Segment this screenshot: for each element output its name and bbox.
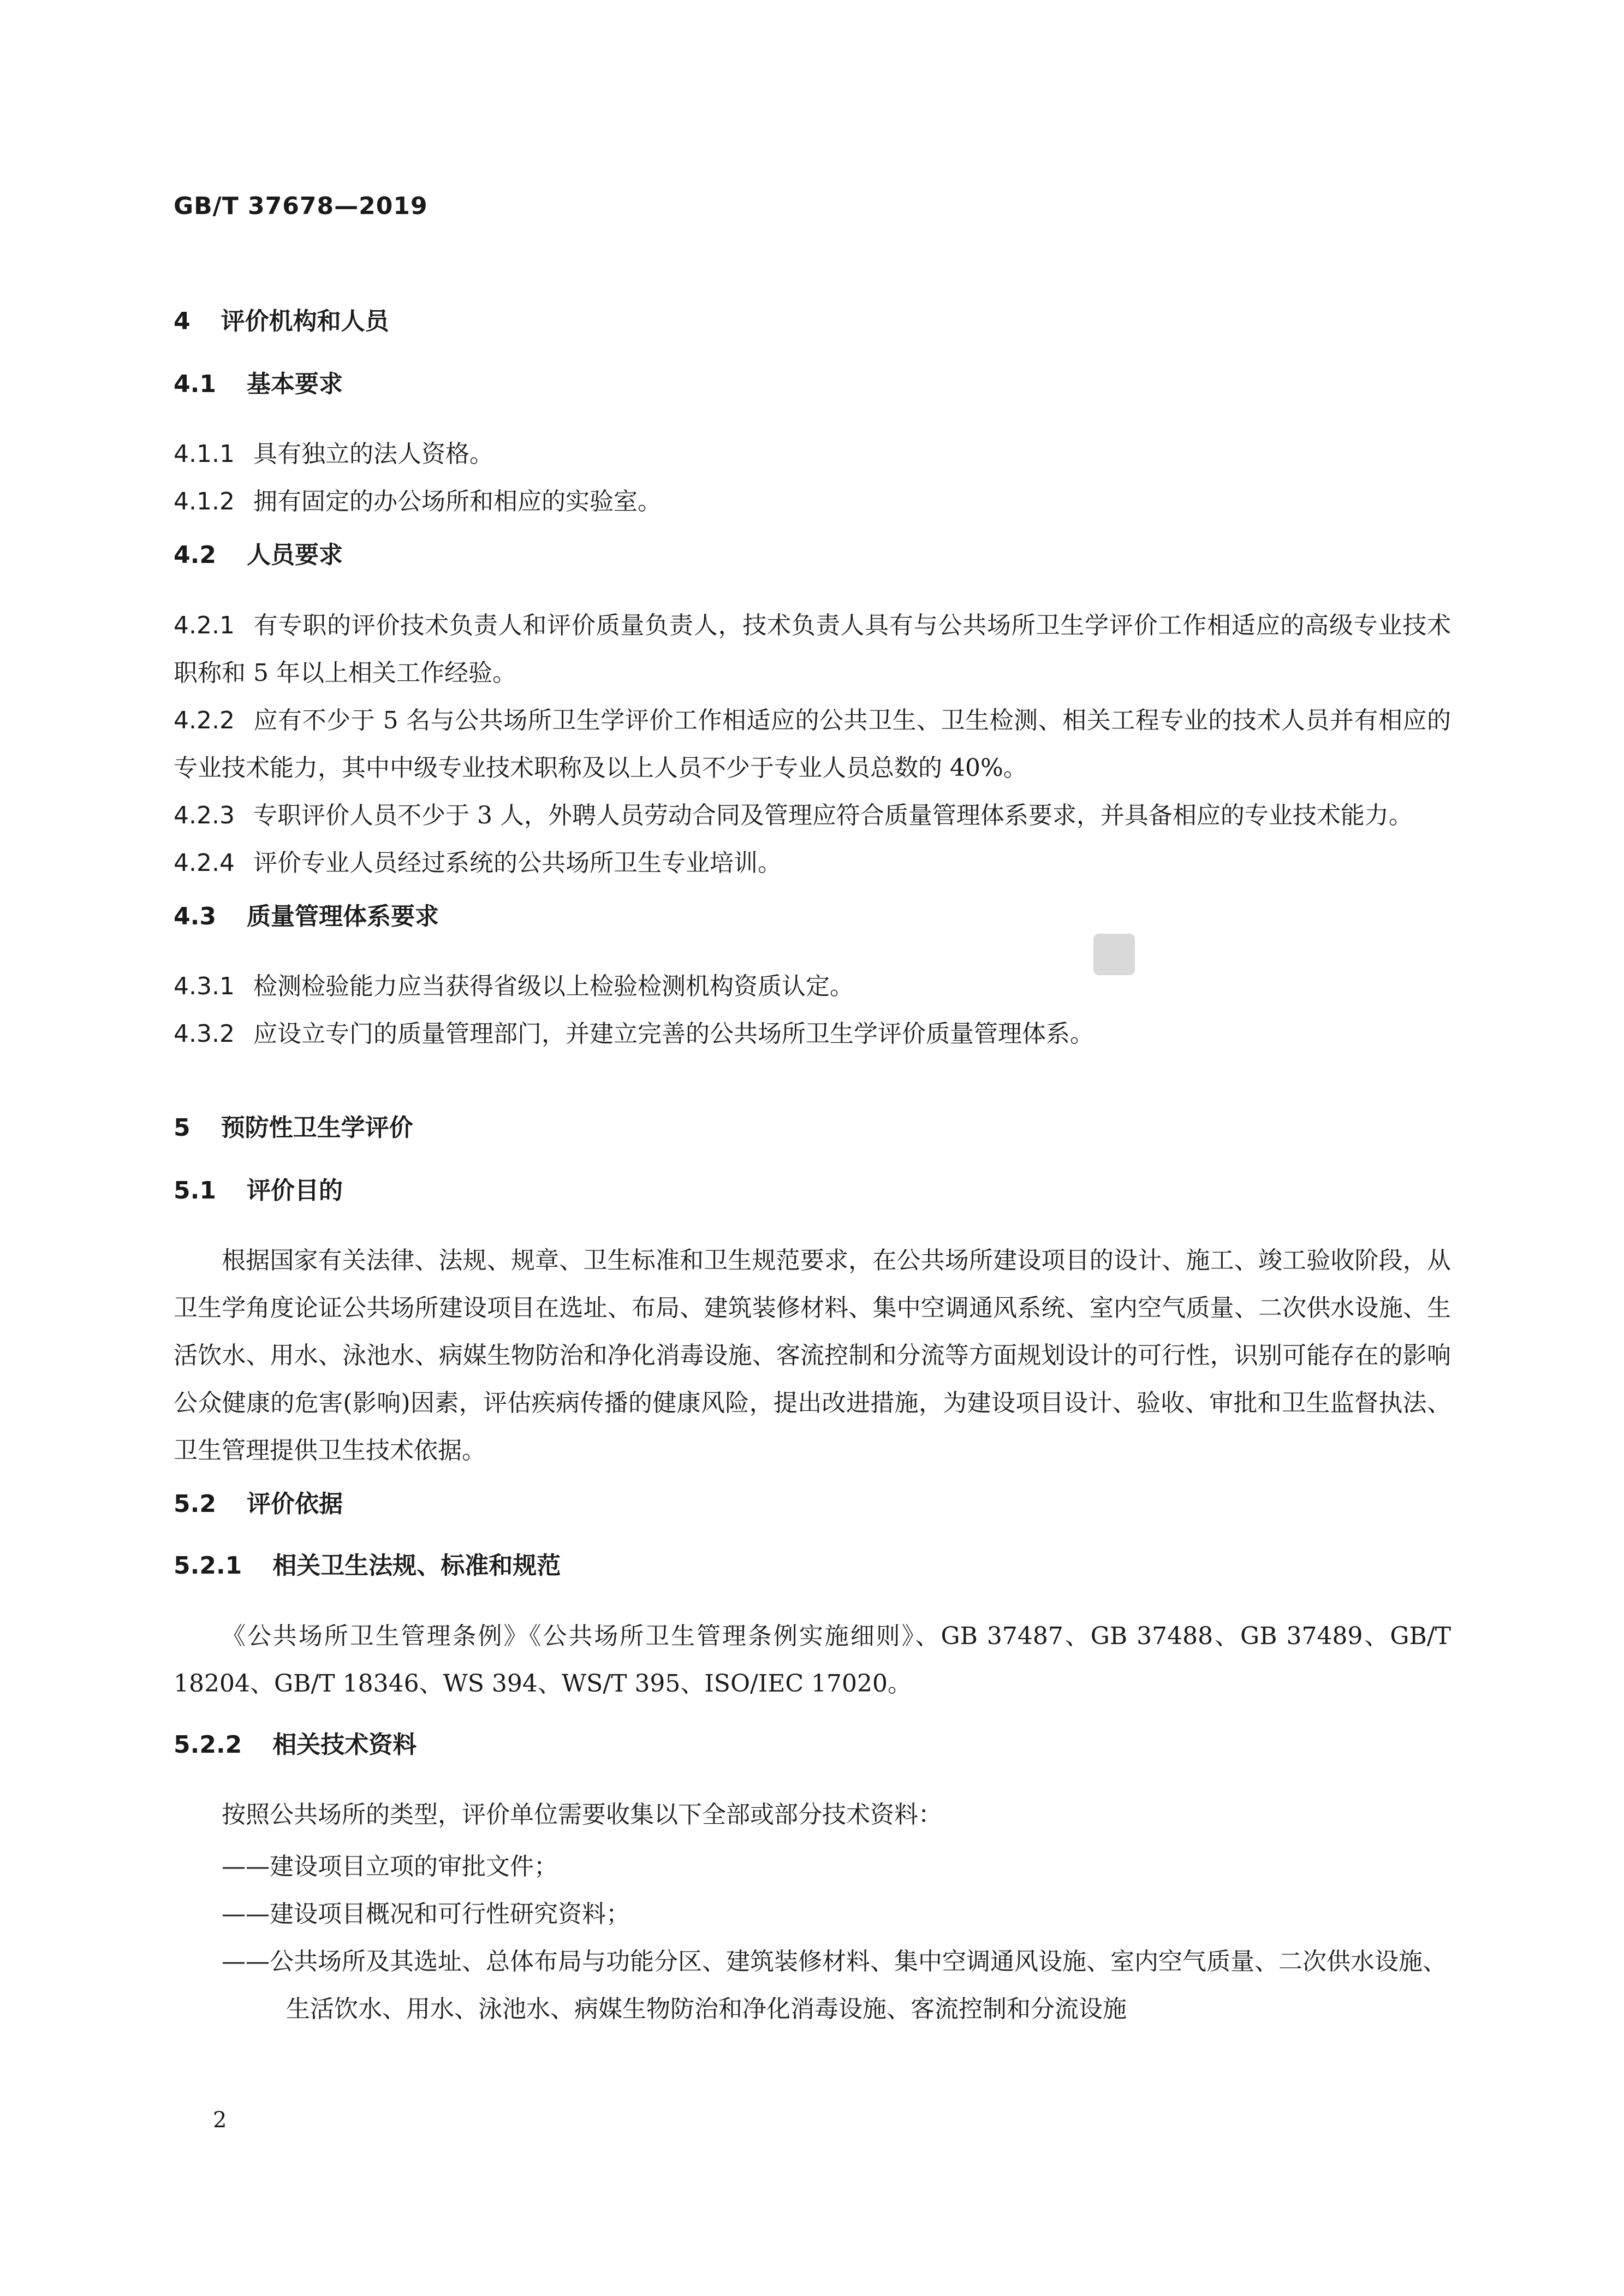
clause-number: 4.1.1 (174, 440, 235, 468)
clause-text: 应设立专门的质量管理部门，并建立完善的公共场所卫生学评价质量管理体系。 (253, 1019, 1094, 1048)
document-body (174, 306, 1451, 2033)
clause (174, 602, 1451, 697)
paragraph: 《公共场所卫生管理条例》《公共场所卫生管理条例实施细则》、GB 37487、GB 37488、GB 37489、GB/T 18204、GB/T 18346、WS 394、WS/T 395、ISO/IEC 17020。 (174, 1622, 1451, 1698)
clause (174, 430, 1451, 478)
section-number: 4.1 (174, 370, 216, 399)
section-number: 5.2.1 (174, 1552, 242, 1580)
section-title: 评价依据 (246, 1490, 343, 1518)
section-heading (174, 1112, 1451, 1143)
subsubsection-heading (174, 1729, 1451, 1760)
subsubsection-heading (174, 1550, 1451, 1581)
list-item: ——建设项目立项的审批文件； (222, 1852, 558, 1880)
clause-text: 有专职的评价技术负责人和评价质量负责人，技术负责人具有与公共场所卫生学评价工作相适应的高级专业技术职称和 5 年以上相关工作经验。 (174, 611, 1451, 687)
subsection-heading (174, 1175, 1451, 1206)
section-title: 相关技术资料 (272, 1730, 417, 1759)
page-number: 2 (213, 2108, 227, 2133)
clause (174, 1010, 1451, 1058)
subsection-heading (174, 539, 1451, 571)
list-item: ——公共场所及其选址、总体布局与功能分区、建筑装修材料、集中空调通风设施、室内空气质量、二次供水设施、生活饮水、用水、泳池水、病媒生物防治和净化消毒设施、客流控制和分流设施 (222, 1947, 1447, 2023)
section-number: 4.2 (174, 541, 216, 569)
clause-number: 4.1.2 (174, 488, 235, 516)
section-number: 5.1 (174, 1176, 216, 1205)
section-title: 基本要求 (246, 370, 343, 399)
section-number: 5.2.2 (174, 1730, 242, 1759)
paragraph: 按照公共场所的类型，评价单位需要收集以下全部或部分技术资料： (222, 1800, 942, 1829)
section-title: 人员要求 (246, 541, 343, 569)
section-number: 4 (174, 307, 191, 335)
clause (174, 697, 1451, 792)
clause-text: 评价专业人员经过系统的公共场所卫生专业培训。 (253, 849, 782, 877)
subsection-heading (174, 1488, 1451, 1520)
clause (174, 839, 1451, 887)
section-title: 相关卫生法规、标准和规范 (272, 1552, 561, 1580)
clause-text: 专职评价人员不少于 3 人，外聘人员劳动合同及管理应符合质量管理体系要求，并具备相应的专业技术能力。 (253, 801, 1413, 829)
section-title: 预防性卫生学评价 (221, 1113, 413, 1142)
section-number: 5.2 (174, 1490, 216, 1518)
document-code: GB/T 37678—2019 (174, 192, 428, 220)
list-item: ——建设项目概况和可行性研究资料； (222, 1900, 630, 1928)
clause-number: 4.3.2 (174, 1019, 235, 1048)
subsection-heading (174, 369, 1451, 400)
subsection-heading (174, 901, 1451, 932)
clause (174, 963, 1451, 1010)
section-title: 评价目的 (246, 1176, 343, 1205)
paragraph: 根据国家有关法律、法规、规章、卫生标准和卫生规范要求，在公共场所建设项目的设计、施工、竣工验收阶段，从卫生学角度论证公共场所建设项目在选址、布局、建筑装修材料、集中空调通风系统、室内空气质量、二次供水设施、生活饮水、用水、泳池水、病媒生物防治和净化消毒设施、客流控制和分流等方面规划设计的可行性，识别可能存在的影响公众健康的危害(影响)因素，评估疾病传播的健康风险，提出改进措施，为建设项目设计、验收、审批和卫生监督执法、卫生管理提供卫生技术依据。 (174, 1247, 1451, 1465)
clause (174, 478, 1451, 525)
section-title: 评价机构和人员 (221, 307, 389, 335)
clause-text: 检测检验能力应当获得省级以上检验检测机构资质认定。 (253, 972, 854, 1000)
clause-number: 4.3.1 (174, 972, 235, 1000)
section-title: 质量管理体系要求 (246, 902, 439, 930)
clause (174, 792, 1451, 839)
clause-text: 具有独立的法人资格。 (253, 440, 493, 468)
clause-number: 4.2.2 (174, 706, 235, 734)
section-number: 5 (174, 1113, 191, 1142)
clause-number: 4.2.4 (174, 849, 235, 877)
clause-text: 拥有固定的办公场所和相应的实验室。 (253, 488, 662, 516)
section-heading (174, 306, 1451, 337)
clause-number: 4.2.3 (174, 801, 235, 829)
section-number: 4.3 (174, 902, 216, 930)
clause-text: 应有不少于 5 名与公共场所卫生学评价工作相适应的公共卫生、卫生检测、相关工程专业的技术人员并有相应的专业技术能力，其中中级专业技术职称及以上人员不少于专业人员总数的 40%。 (174, 706, 1451, 782)
clause-number: 4.2.1 (174, 611, 235, 639)
